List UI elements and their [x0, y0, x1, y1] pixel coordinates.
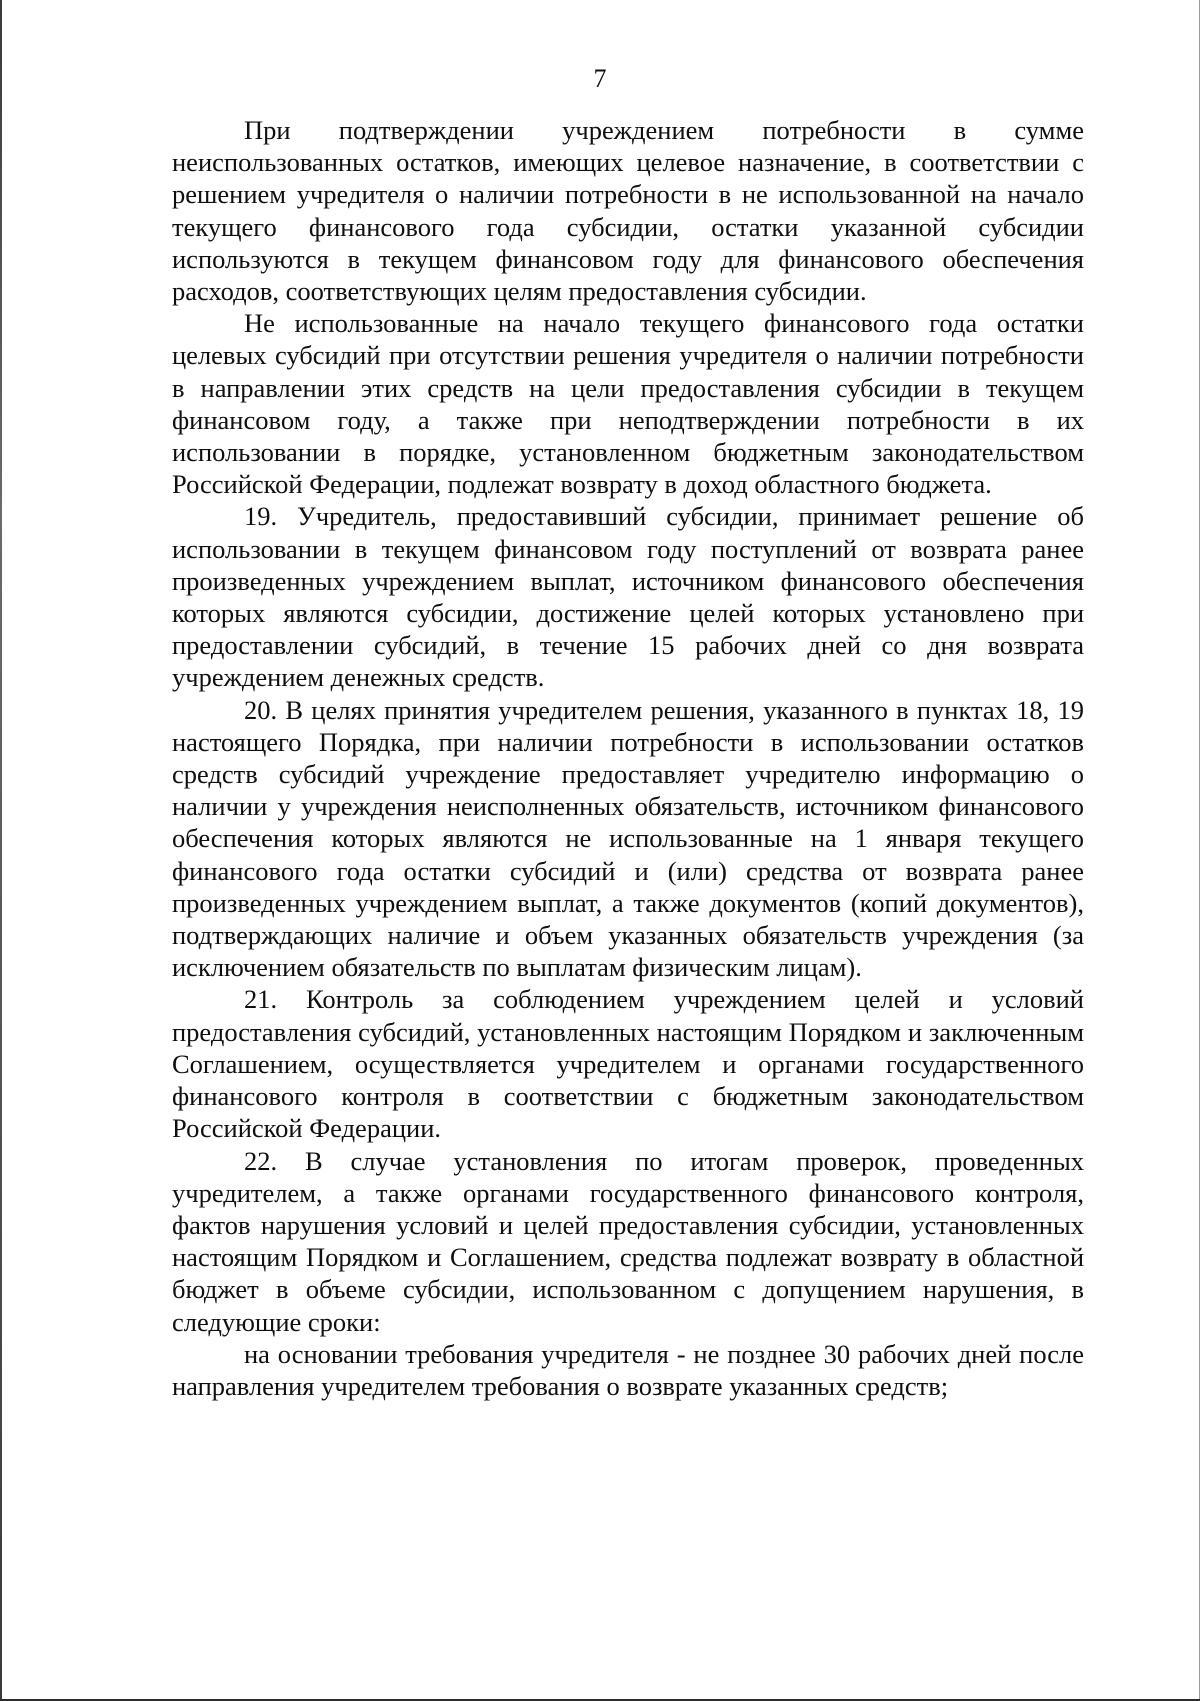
paragraph-confirmation-of-need: При подтверждении учреждением потребности в сумме неиспользованных остатков, имеющих целевое назначение, в соответствии с решением учредителя о наличии потребности в не использованной на начало текущего финансового года субсидии, остатки указанной субсидии используются в текущем финансовом году для финансового обеспечения расходов, соответствующих целям предоставления субсидии.	[172, 115, 1084, 307]
document-body	[172, 114, 1084, 1402]
paragraph-21: 21. Контроль за соблюдением учреждением целей и условий предоставления субсидий, установленных настоящим Порядком и заключенным Соглашением, осуществляется учредителем и органами государственного финансового контроля в соответствии с бюджетным законодательством Российской Федерации.	[172, 984, 1084, 1144]
scan-edge-left	[0, 0, 2, 1701]
paragraph-19: 19. Учредитель, предоставивший субсидии, принимает решение об использовании в текущем финансовом году поступлений от возврата ранее произведенных учреждением выплат, источником финансового обеспечения которых являются субсидии, достижение целей которых установлено при предоставлении субсидий, в течение 15 рабочих дней со дня возврата учреждением денежных средств.	[172, 501, 1084, 693]
paragraph-20: 20. В целях принятия учредителем решения, указанного в пунктах 18, 19 настоящего Порядка, при наличии потребности в использовании остатков средств субсидий учреждение предоставляет учредителю информацию о наличии у учреждения неисполненных обязательств, источником финансового обеспечения которых являются не использованные на 1 января текущего финансового года остатки субсидий и (или) средства от возврата ранее произведенных учреждением выплат, а также документов (копий документов), подтверждающих наличие и объем указанных обязательств учреждения (за исключением обязательств по выплатам физическим лицам).	[172, 694, 1084, 983]
paragraph-founder-requirement: на основании требования учредителя - не позднее 30 рабочих дней после направления учредителем требования о возврате указанных средств;	[172, 1338, 1084, 1401]
paragraph-unused-balances-return: Не использованные на начало текущего финансового года остатки целевых субсидий при отсутствии решения учредителя о наличии потребности в направлении этих средств на цели предоставления субсидии в текущем финансовом году, а также при неподтверждении потребности в их использовании в порядке, установленном бюджетным законодательством Российской Федерации, подлежат возврату в доход областного бюджета.	[172, 308, 1084, 500]
paragraph-22: 22. В случае установления по итогам проверок, проведенных учредителем, а также органами государственного финансового контроля, фактов нарушения условий и целей предоставления субсидии, установленных настоящим Порядком и Соглашением, средства подлежат возврату в областной бюджет в объеме субсидии, использованном с допущением нарушения, в следующие сроки:	[172, 1145, 1084, 1337]
page-number: 7	[593, 64, 607, 93]
